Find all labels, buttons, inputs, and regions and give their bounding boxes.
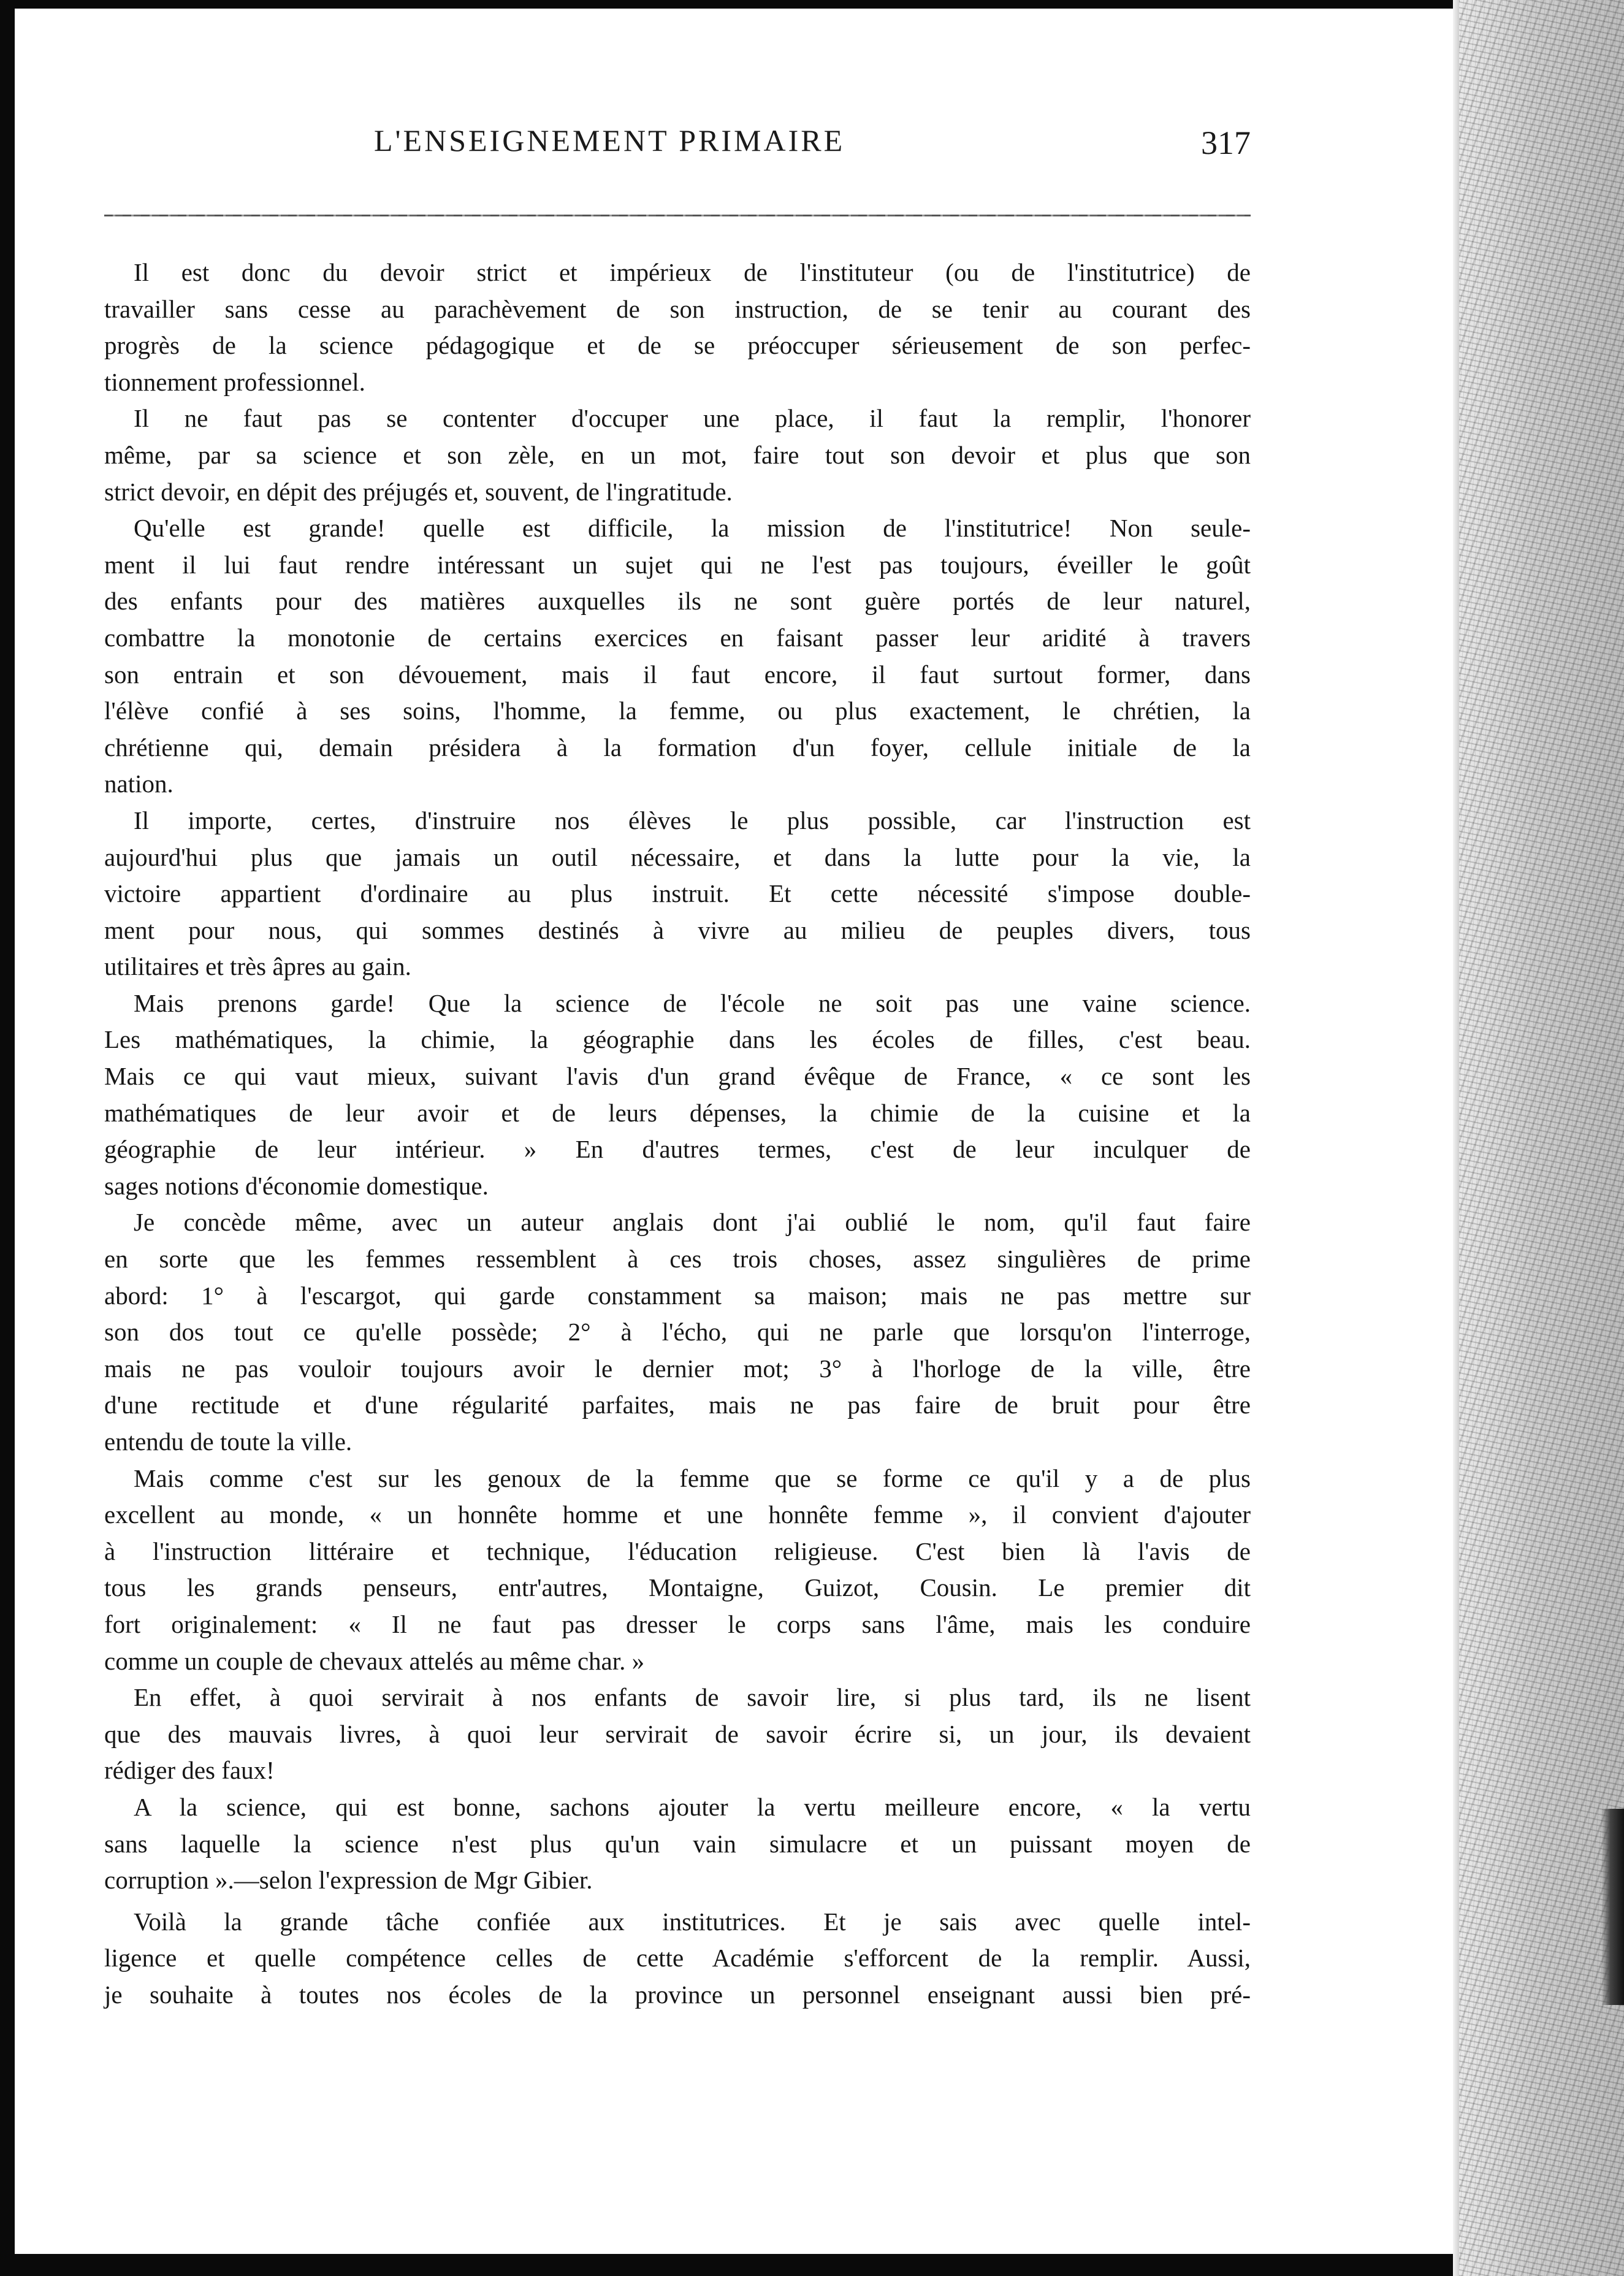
book-page (104, 123, 1251, 2009)
text-line: travailler sans cesse au parachèvement de son instruction, de se tenir au courant des (104, 294, 1251, 323)
paragraph (104, 1461, 1251, 1680)
text-line: en sorte que les femmes ressemblent à ces trois choses, assez singulières de prime (104, 1245, 1251, 1274)
text-line: A la science, qui est bonne, sachons ajouter la vertu meilleure encore, « la vertu (134, 1792, 1251, 1821)
text-line: strict devoir, en dépit des préjugés et, souvent, de l'ingratitude. (104, 477, 733, 506)
paragraph (104, 1904, 1251, 2014)
text-line: tous les grands penseurs, entr'autres, Montaigne, Guizot, Cousin. Le premier dit (104, 1573, 1251, 1602)
text-line: Mais prenons garde! Que la science de l'école ne soit pas une vaine science. (134, 988, 1251, 1017)
scan-border-top (0, 0, 1624, 9)
body-text (104, 254, 1251, 2014)
text-line: aujourd'hui plus que jamais un outil nécessaire, et dans la lutte pour la vie, la (104, 842, 1251, 871)
scan-border-bottom (0, 2254, 1624, 2276)
text-line: Je concède même, avec un auteur anglais dont j'ai oublié le nom, qu'il faut faire (134, 1208, 1251, 1237)
text-line: Mais comme c'est sur les genoux de la femme que se forme ce qu'il y a de plus (134, 1464, 1251, 1492)
text-line: entendu de toute la ville. (104, 1427, 353, 1456)
text-line: ment pour nous, qui sommes destinés à vivre au milieu de peuples divers, tous (104, 915, 1251, 944)
paragraph (104, 1679, 1251, 1789)
paragraph (104, 985, 1251, 1205)
text-line: Mais ce qui vaut mieux, suivant l'avis d'un grand évêque de France, « ce sont les (104, 1062, 1251, 1091)
text-line: même, par sa science et son zèle, en un mot, faire tout son devoir et plus que son (104, 440, 1251, 469)
text-line: En effet, à quoi servirait à nos enfants de savoir lire, si plus tard, ils ne lisent (134, 1683, 1251, 1712)
text-line: son dos tout ce qu'elle possède; 2° à l'écho, qui ne parle que lorsqu'on l'interroge, (104, 1318, 1251, 1346)
text-line: d'une rectitude et d'une régularité parfaites, mais ne pas faire de bruit pour être (104, 1391, 1251, 1419)
text-line: progrès de la science pédagogique et de se préoccuper sérieusement de son perfec- (104, 331, 1251, 360)
paragraph (104, 400, 1251, 510)
running-head (104, 123, 1251, 178)
text-line: utilitaires et très âpres au gain. (104, 952, 411, 981)
text-line: sans laquelle la science n'est plus qu'un vain simulacre et un puissant moyen de (104, 1829, 1251, 1858)
header-rule (104, 215, 1251, 216)
text-line: des enfants pour des matières auxquelles ils ne sont guère portés de leur naturel, (104, 587, 1251, 616)
text-line: mais ne pas vouloir toujours avoir le dernier mot; 3° à l'horloge de la ville, être (104, 1354, 1251, 1383)
running-title: L'ENSEIGNEMENT PRIMAIRE (374, 123, 845, 158)
text-line: abord: 1° à l'escargot, qui garde constamment sa maison; mais ne pas mettre sur (104, 1281, 1251, 1310)
paragraph-gap (104, 1899, 1251, 1904)
text-line: fort originalement: « Il ne faut pas dresser le corps sans l'âme, mais les conduire (104, 1610, 1251, 1638)
text-line: son entrain et son dévouement, mais il faut encore, il faut surtout former, dans (104, 660, 1251, 689)
text-line: mathématiques de leur avoir et de leurs dépenses, la chimie de la cuisine et la (104, 1098, 1251, 1127)
text-line: Les mathématiques, la chimie, la géographie dans les écoles de filles, c'est beau. (104, 1025, 1251, 1054)
text-line: tionnement professionnel. (104, 367, 365, 396)
text-line: rédiger des faux! (104, 1756, 275, 1785)
paragraph (104, 1204, 1251, 1460)
paragraph (104, 510, 1251, 803)
text-line: Il importe, certes, d'instruire nos élèves le plus possible, car l'instruction est (134, 806, 1251, 834)
text-line: géographie de leur intérieur. » En d'autres termes, c'est de leur inculquer de (104, 1135, 1251, 1164)
text-line: Qu'elle est grande! quelle est difficile, la mission de l'institutrice! Non seule- (134, 514, 1251, 543)
text-line: corruption ».—selon l'expression de Mgr Gibier. (104, 1866, 593, 1895)
text-line: sages notions d'économie domestique. (104, 1171, 489, 1200)
text-line: Il ne faut pas se contenter d'occuper une place, il faut la remplir, l'honorer (134, 404, 1251, 433)
text-line: Il est donc du devoir strict et impérieux de l'instituteur (ou de l'institutrice) de (134, 258, 1251, 286)
text-line: comme un couple de chevaux attelés au même char. » (104, 1646, 645, 1675)
page-number: 317 (1201, 124, 1251, 161)
text-line: l'élève confié à ses soins, l'homme, la femme, ou plus exactement, le chrétien, la (104, 697, 1251, 725)
paragraph (104, 803, 1251, 985)
text-line: chrétienne qui, demain présidera à la formation d'un foyer, cellule initiale de la (104, 733, 1251, 762)
text-line: ligence et quelle compétence celles de cette Académie s'efforcent de la remplir. Aussi, (104, 1944, 1251, 1972)
paragraph (104, 254, 1251, 400)
scan-noise-strip (1459, 0, 1624, 2276)
text-line: excellent au monde, « un honnête homme et une honnête femme », il convient d'ajouter (104, 1500, 1251, 1529)
text-line: à l'instruction littéraire et technique, l'éducation religieuse. C'est bien là l'avis de (104, 1537, 1251, 1565)
text-line: je souhaite à toutes nos écoles de la province un personnel enseignant aussi bien pré- (104, 1980, 1251, 2009)
text-line: combattre la monotonie de certains exercices en faisant passer leur aridité à travers (104, 623, 1251, 652)
text-line: victoire appartient d'ordinaire au plus instruit. Et cette nécessité s'impose double- (104, 879, 1251, 908)
paragraph (104, 1789, 1251, 1899)
text-line: Voilà la grande tâche confiée aux institutrices. Et je sais avec quelle intel- (134, 1907, 1251, 1936)
scan-border-left (0, 0, 15, 2276)
text-line: que des mauvais livres, à quoi leur servirait de savoir écrire si, un jour, ils devaient (104, 1719, 1251, 1748)
text-line: nation. (104, 769, 173, 798)
text-line: ment il lui faut rendre intéressant un sujet qui ne l'est pas toujours, éveiller le goût (104, 550, 1251, 579)
scan-shadow (1601, 1809, 1624, 2005)
page-edge (1453, 0, 1459, 2276)
